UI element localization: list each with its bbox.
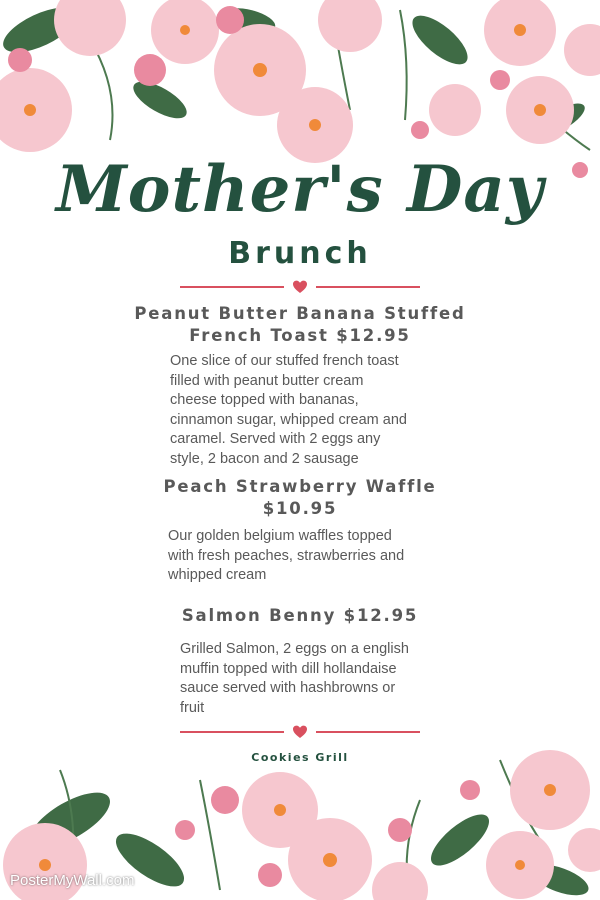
description-line: Grilled Salmon, 2 eggs on a english (180, 641, 409, 657)
menu-item-title-line: French Toast $12.95 (189, 326, 411, 345)
description-line: cinnamon sugar, whipped cream and (170, 411, 407, 428)
divider-line-right (316, 731, 420, 733)
menu-item-title (100, 303, 500, 347)
poster-subtitle: Brunch (228, 236, 372, 271)
poster-title: Mother's Day (55, 152, 545, 227)
menu-item-title-line: Peach Strawberry Waffle (163, 477, 437, 496)
description-line: with fresh peaches, strawberries and (168, 547, 405, 564)
description-line: fruit (180, 699, 205, 716)
description-line: filled with peanut butter cream (170, 372, 364, 389)
description-line: Our golden belgium waffles topped (168, 528, 392, 544)
divider-line-left (180, 286, 284, 288)
divider-line-right (316, 286, 420, 288)
description-line: sauce served with hashbrowns or (180, 680, 396, 696)
restaurant-name: Cookies Grill (251, 751, 349, 764)
menu-item-title-line: Peanut Butter Banana Stuffed (134, 304, 466, 323)
menu-item-title (100, 476, 500, 520)
description-line: whipped cream (168, 567, 267, 583)
menu-item-description (170, 352, 490, 469)
description-line: caramel. Served with 2 eggs any (170, 431, 381, 447)
description-line: style, 2 bacon and 2 sausage (170, 450, 359, 467)
description-line: muffin topped with dill hollandaise (180, 660, 397, 677)
menu-item-description (168, 527, 498, 586)
menu-item-title-line: $10.95 (262, 499, 338, 518)
watermark: PosterMyWall.com (10, 872, 135, 889)
description-line: One slice of our stuffed french toast (170, 353, 399, 369)
description-line: cheese topped with bananas, (170, 392, 359, 408)
heart-icon (292, 724, 308, 740)
divider-top (180, 281, 420, 293)
heart-icon (292, 279, 308, 295)
menu-item-description (180, 640, 500, 718)
menu-item-title (100, 605, 500, 627)
divider-bottom (180, 726, 420, 738)
menu-item-title-line: Salmon Benny $12.95 (181, 606, 419, 625)
divider-line-left (180, 731, 284, 733)
